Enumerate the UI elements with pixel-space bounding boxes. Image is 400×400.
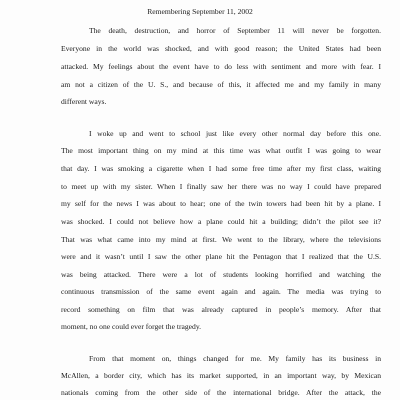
paragraph-3-line-2: McAllen, a border city, which has its market supported, in an important way, by Mexican [61, 371, 381, 380]
paragraph-3-line-3: nationals coming from the other side of the international bridge. After the attack, the [61, 388, 381, 397]
paragraph-1-line-5: different ways. [61, 97, 107, 106]
paragraph-2-line-2: The most important thing on my mind at this time was what outfit I was going to wear [61, 146, 381, 155]
paragraph-3-line-1: From that moment on, things changed for me. My family has its business in [89, 354, 381, 363]
paragraph-2-line-8: were and it wasn’t until I saw the other plane hit the Pentagon that I realized that the U.S. [61, 252, 381, 261]
paragraph-2-line-4: to meet up with my sister. When I finally saw her there was no way I could have prepared [61, 182, 381, 191]
paragraph-1-line-4: am not a citizen of the U. S., and because of this, it affected me and my family in many [61, 80, 381, 89]
paragraph-2-line-12: moment, no one could ever forget the tragedy. [61, 322, 202, 331]
paragraph-2-line-10: continuous transmission of the same event again and again. The media was trying to [61, 287, 381, 296]
paragraph-2-line-6: was shocked. I could not believe how a plane could hit a building; didn’t the pilot see it? [61, 217, 381, 226]
paragraph-2-line-3: that day. I was smoking a cigarette when I had some free time after my first class, waiting [61, 164, 381, 173]
paragraph-1-line-1: The death, destruction, and horror of September 11 will never be forgotten. [89, 26, 381, 35]
paragraph-2-line-1: I woke up and went to school just like every other normal day before this one. [89, 129, 381, 138]
paragraph-2-line-11: record something on film that was already captured in people’s memory. After that [61, 305, 381, 314]
paragraph-2-line-7: That was what came into my mind at first. We went to the library, where the televisions [61, 235, 381, 244]
paragraph-2-line-5: my self for the news I was about to hear; one of the twin towers had been hit by a plane. I [61, 199, 381, 208]
paragraph-1-line-2: Everyone in the world was shocked, and with good reason; the United States had been [61, 44, 381, 53]
paragraph-2-line-9: was being attacked. There were a lot of students looking horrified and watching the [61, 270, 381, 279]
paragraph-1-line-3: attacked. My feelings about the event have to do less with sentiment and more with fear. I [61, 62, 381, 71]
document-title: Remembering September 11, 2002 [147, 7, 253, 16]
